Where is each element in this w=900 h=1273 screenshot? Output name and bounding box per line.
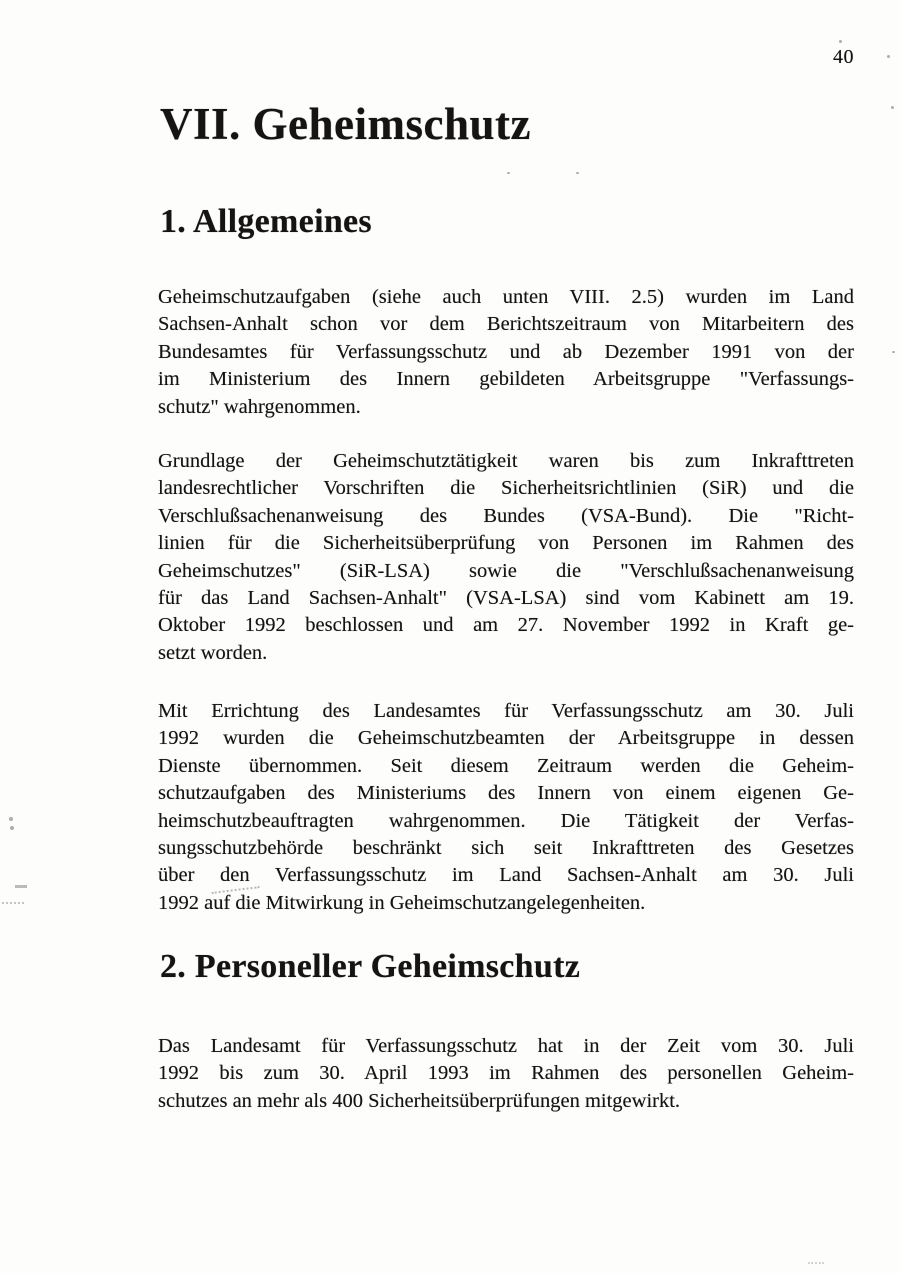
text-line: 1992 bis zum 30. April 1993 im Rahmen des personellen Geheim- (158, 1062, 854, 1085)
scan-artifact (576, 172, 579, 174)
text-line: Geheimschutzaufgaben (siehe auch unten VIII. 2.5) wurden im Land (158, 286, 854, 308)
scan-artifact (887, 55, 890, 58)
scan-artifact (892, 351, 895, 353)
text-line: Mit Errichtung des Landesamtes für Verfassungsschutz am 30. Juli (158, 700, 854, 722)
scan-artifact (839, 40, 842, 43)
paragraph (158, 284, 854, 421)
text-line: setzt worden. (158, 641, 268, 664)
text-line: sungsschutzbehörde beschränkt sich seit Inkrafttreten des Gesetzes (158, 837, 854, 860)
text-line: Grundlage der Geheimschutztätigkeit waren bis zum Inkrafttreten (158, 450, 854, 472)
scan-artifact (891, 106, 894, 109)
text-line: 1992 wurden die Geheimschutzbeamten der Arbeitsgruppe in dessen (158, 727, 854, 750)
text-line: landesrechtlicher Vorschriften die Sicherheitsrichtlinien (SiR) und die (158, 477, 854, 500)
section-heading-allgemeines: 1. Allgemeines (160, 203, 372, 240)
paragraph (158, 1033, 854, 1115)
page-number: 40 (833, 46, 854, 68)
text-line: für das Land Sachsen-Anhalt" (VSA-LSA) sind vom Kabinett am 19. (158, 587, 854, 610)
text-line: Bundesamtes für Verfassungsschutz und ab Dezember 1991 von der (158, 340, 854, 363)
text-line: schutz" wahrgenommen. (158, 395, 361, 418)
scan-artifact (10, 826, 14, 830)
text-line: schutzaufgaben des Ministeriums des Innern von einem eigenen Ge- (158, 782, 854, 805)
scan-artifact (808, 1258, 824, 1264)
scan-artifact (507, 172, 510, 174)
text-line: Verschlußsachenanweisung des Bundes (VSA-Bund). Die "Richt- (158, 504, 854, 527)
document-title: VII. Geheimschutz (160, 99, 531, 149)
paragraph (158, 448, 854, 667)
section-heading-personeller-geheimschutz: 2. Personeller Geheimschutz (160, 948, 581, 985)
text-line: Oktober 1992 beschlossen und am 27. November 1992 in Kraft ge- (158, 614, 854, 637)
text-line: linien für die Sicherheitsüberprüfung von Personen im Rahmen des (158, 532, 854, 555)
text-line: Sachsen-Anhalt schon vor dem Berichtszeitraum von Mitarbeitern des (158, 313, 854, 336)
scan-artifact (9, 817, 13, 821)
text-line: Geheimschutzes" (SiR-LSA) sowie die "Verschlußsachenanweisung (158, 559, 854, 582)
text-line: heimschutzbeauftragten wahrgenommen. Die Tätigkeit der Verfas- (158, 809, 854, 832)
text-line: Das Landesamt für Verfassungsschutz hat in der Zeit vom 30. Juli (158, 1035, 854, 1057)
scan-artifact (15, 885, 27, 888)
text-line: schutzes an mehr als 400 Sicherheitsüberprüfungen mitgewirkt. (158, 1089, 681, 1112)
text-line: über den Verfassungsschutz im Land Sachsen-Anhalt am 30. Juli (158, 864, 854, 887)
paragraph (158, 698, 854, 917)
scan-artifact (2, 898, 24, 904)
text-line: 1992 auf die Mitwirkung in Geheimschutzangelegenheiten. (158, 891, 646, 914)
text-line: Dienste übernommen. Seit diesem Zeitraum werden die Geheim- (158, 754, 854, 777)
text-line: im Ministerium des Innern gebildeten Arbeitsgruppe "Verfassungs- (158, 368, 854, 391)
